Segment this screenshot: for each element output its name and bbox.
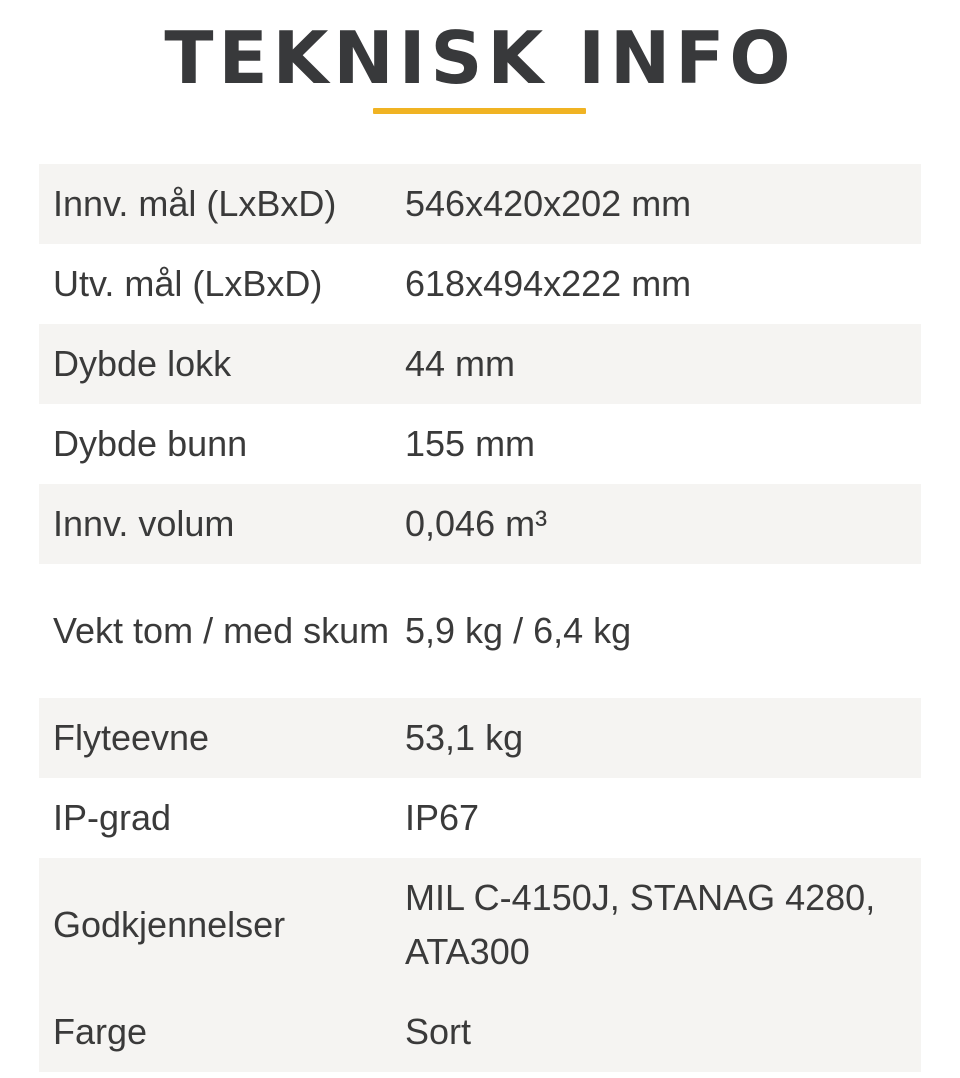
- spec-label: Dybde bunn: [53, 423, 248, 464]
- spec-value: 618x494x222 mm: [405, 263, 692, 304]
- spec-row: [39, 564, 921, 698]
- spec-label: IP-grad: [53, 797, 172, 838]
- spec-value: 155 mm: [405, 423, 536, 464]
- spec-value: Sort: [405, 1011, 472, 1052]
- spec-value: 546x420x202 mm: [405, 183, 692, 224]
- spec-label: Utv. mål (LxBxD): [53, 263, 323, 304]
- spec-label: Farge: [53, 1011, 148, 1052]
- page-title: TEKNISK INFO: [164, 16, 796, 100]
- spec-label: Innv. mål (LxBxD): [53, 183, 337, 224]
- spec-row: [39, 164, 921, 244]
- spec-label: Dybde lokk: [53, 343, 232, 384]
- spec-value: 0,046 m³: [405, 503, 548, 544]
- spec-row: [39, 324, 921, 404]
- spec-value: 44 mm: [405, 343, 516, 384]
- spec-row: [39, 484, 921, 564]
- spec-value: 53,1 kg: [405, 717, 524, 758]
- header: [0, 0, 960, 164]
- spec-row: [39, 244, 921, 324]
- spec-row: [39, 992, 921, 1072]
- title-underline: [373, 108, 586, 114]
- spec-label: Godkjennelser: [53, 904, 286, 945]
- spec-table: [39, 164, 921, 1072]
- spec-row: [39, 698, 921, 778]
- spec-label: Flyteevne: [53, 717, 210, 758]
- spec-row: [39, 778, 921, 858]
- spec-row: [39, 858, 921, 992]
- spec-value: 5,9 kg / 6,4 kg: [405, 610, 632, 651]
- spec-value: IP67: [405, 797, 480, 838]
- spec-value: MIL C-4150J, STANAG 4280, ATA300: [405, 877, 876, 972]
- spec-row: [39, 404, 921, 484]
- spec-label: Vekt tom / med skum: [53, 610, 390, 651]
- spec-label: Innv. volum: [53, 503, 235, 544]
